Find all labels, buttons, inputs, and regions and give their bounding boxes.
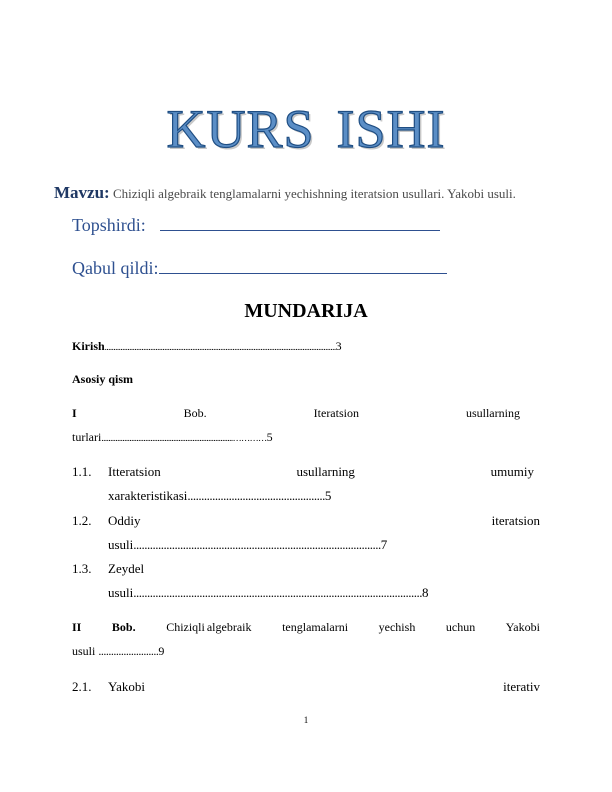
toc-word: umumiy [490, 464, 534, 479]
toc-chapter-2-line2 [72, 644, 164, 659]
toc-entry-label: Kirish [72, 339, 105, 353]
toc-word-group [166, 620, 251, 635]
toc-word: yechish [378, 620, 416, 634]
submitted-by-line [72, 212, 440, 236]
toc-leader: .................................................................................................................................... [104, 342, 336, 352]
toc-word: Oddiy [108, 513, 141, 528]
toc-section-number: 1.2. [72, 513, 92, 528]
toc-word: I [72, 406, 77, 420]
toc-word: Bob. [111, 620, 136, 634]
toc-title: MUNDARIJA [244, 300, 368, 322]
topic-label: Mavzu: [54, 183, 110, 202]
toc-leader: .................................................. [187, 488, 325, 503]
accepted-by-line [72, 255, 447, 279]
toc-page-number: 8 [422, 585, 429, 600]
toc-section-number: 2.1. [72, 679, 92, 694]
toc-word: Bob. [183, 406, 207, 420]
toc-leader: ......................................................................................................... [133, 585, 423, 600]
toc-entry-label: turlari [72, 430, 102, 444]
toc-word: iterativ [503, 679, 540, 694]
toc-word: Yakobi [505, 620, 540, 634]
toc-word: iteratsion [491, 513, 540, 528]
toc-entry-label: usuli [108, 585, 134, 600]
toc-section-1-3-line1: Zeydel [108, 561, 145, 576]
toc-chapter-1-line2 [72, 430, 273, 445]
document-title [0, 99, 612, 159]
toc-word: Itteratsion [108, 464, 161, 479]
toc-entry-kirish [72, 339, 540, 354]
toc-section-1-2-line1 [108, 513, 540, 529]
toc-word: Iteratsion [313, 406, 359, 420]
title-word-ishi: ISHI [336, 99, 446, 159]
toc-section-number: 1.1. [72, 464, 92, 479]
toc-section-1-1-line2 [108, 488, 331, 504]
toc-word: tenglamalarni [282, 620, 349, 634]
toc-word: usullarning [465, 406, 520, 420]
toc-leader: .......................................................................................... [133, 537, 381, 552]
toc-section-1-3-line2 [108, 585, 429, 601]
toc-word: Chiziqli [166, 620, 205, 634]
toc-entry-label: xarakteristikasi [108, 488, 188, 503]
toc-chapter-2-line1 [72, 620, 540, 635]
title-word-kurs: KURS [166, 99, 315, 159]
toc-word: uchun [445, 620, 476, 634]
page-number: 1 [303, 715, 309, 725]
toc-page-number: 7 [380, 537, 388, 552]
toc-section-1-1-line1 [108, 464, 534, 480]
topic-text: Chiziqli algebraik tenglamalarni yechishning iteratsion usullari. Yakobi usuli. [112, 186, 516, 201]
toc-page-number: 9 [158, 644, 165, 658]
toc-page-number: 3 [335, 339, 342, 353]
toc-word: II [72, 620, 82, 634]
toc-section-main-part: Asosiy qism [72, 372, 134, 386]
toc-section-number: 1.3. [72, 561, 92, 576]
toc-word: usullarning [296, 464, 355, 479]
toc-entry-label: usuli [108, 537, 134, 552]
toc-word: algebraik [206, 620, 252, 634]
toc-section-2-1-line1 [108, 679, 540, 695]
topic-line [54, 183, 516, 203]
toc-entry-label: usuli [72, 644, 96, 658]
toc-section-1-2-line2 [108, 537, 387, 553]
submitted-by-blank [160, 212, 440, 231]
submitted-by-label: Topshirdi: [72, 215, 146, 235]
accepted-by-blank [159, 255, 447, 274]
toc-page-number: 5 [266, 430, 273, 444]
toc-leader: ...........................................................................………… [101, 433, 267, 443]
toc-word: Yakobi [108, 679, 145, 694]
toc-page-number: 5 [324, 488, 332, 503]
toc-leader: ........................ [98, 644, 159, 658]
accepted-by-label: Qabul qildi: [72, 258, 159, 278]
toc-chapter-1-line1 [72, 406, 520, 421]
